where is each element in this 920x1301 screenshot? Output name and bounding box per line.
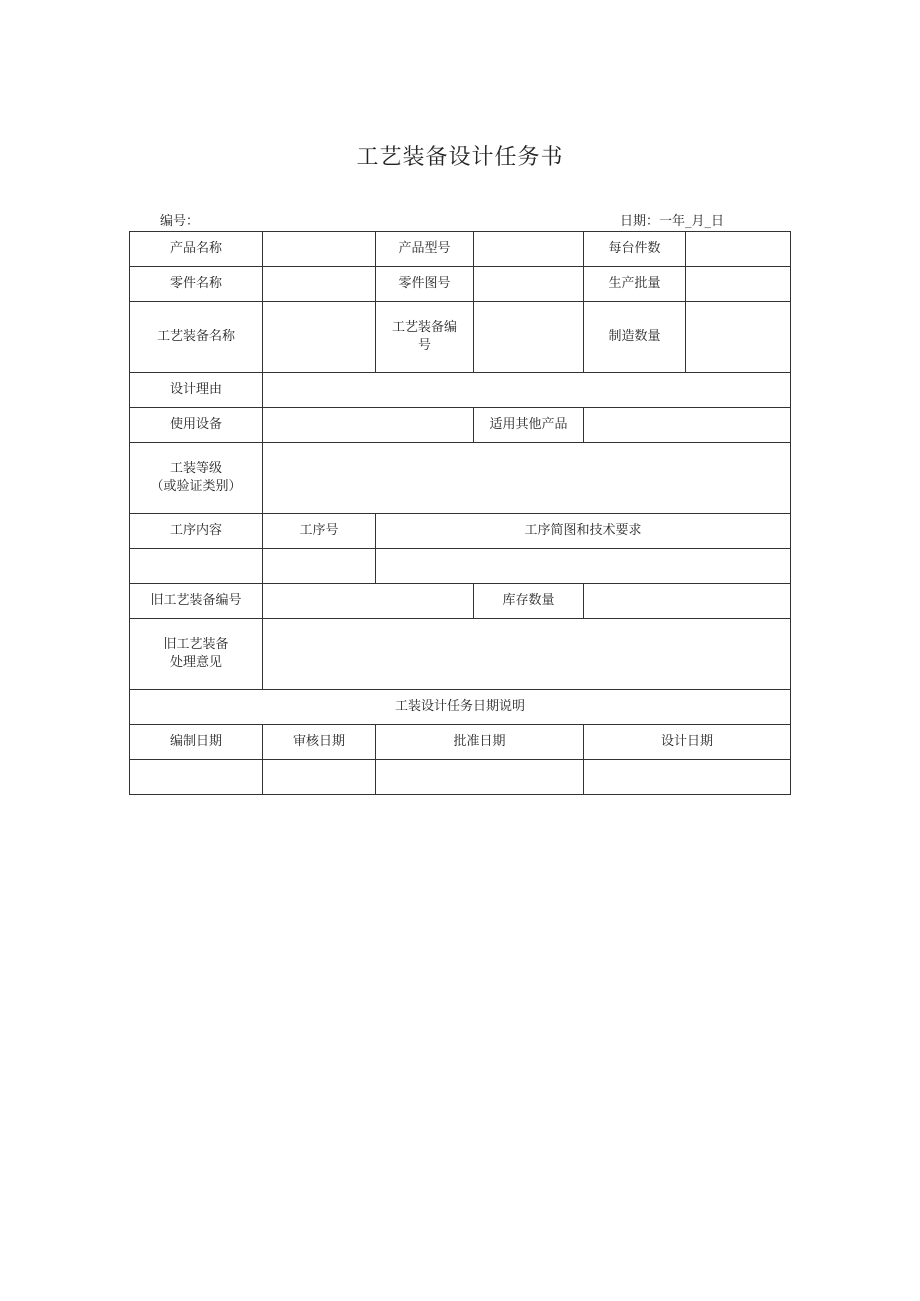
row-process-header [130, 514, 791, 549]
document-title: 工艺装备设计任务书 [356, 145, 564, 170]
product-name-label: 产品名称 [130, 232, 263, 267]
per-unit-count-field[interactable] [686, 232, 791, 267]
manufacture-qty-label: 制造数量 [584, 302, 686, 373]
stock-qty-label: 库存数量 [474, 584, 584, 619]
review-date-label: 审核日期 [263, 725, 376, 760]
old-tooling-opinion-label [130, 619, 263, 690]
tooling-grade-line2: （或验证类别） [150, 479, 242, 494]
old-tooling-no-label: 旧工艺装备编号 [130, 584, 263, 619]
process-sketch-label: 工序简图和技术要求 [376, 514, 791, 549]
date-desc-label: 工装设计任务日期说明 [130, 690, 791, 725]
tooling-grade-line1: 工装等级 [169, 461, 222, 476]
design-date-field[interactable] [584, 760, 791, 795]
compile-date-label: 编制日期 [130, 725, 263, 760]
row-process-values [130, 549, 791, 584]
row-date-headers [130, 725, 791, 760]
other-products-label: 适用其他产品 [474, 408, 584, 443]
product-name-field[interactable] [263, 232, 376, 267]
tooling-name-field[interactable] [263, 302, 376, 373]
process-no-field[interactable] [263, 549, 376, 584]
tooling-no-field[interactable] [474, 302, 584, 373]
stock-qty-field[interactable] [584, 584, 791, 619]
design-reason-label: 设计理由 [130, 373, 263, 408]
old-tooling-opinion-line2: 处理意见 [169, 655, 222, 670]
per-unit-count-label: 每台件数 [584, 232, 686, 267]
old-tooling-no-field[interactable] [263, 584, 474, 619]
review-date-field[interactable] [263, 760, 376, 795]
row-part [130, 267, 791, 302]
row-equipment [130, 408, 791, 443]
part-drawing-no-label: 零件图号 [376, 267, 474, 302]
approve-date-field[interactable] [376, 760, 584, 795]
row-old-tooling-opinion [130, 619, 791, 690]
tooling-grade-label [130, 443, 263, 514]
row-date-desc [130, 690, 791, 725]
design-date-label: 设计日期 [584, 725, 791, 760]
row-design-reason [130, 373, 791, 408]
row-tooling [130, 302, 791, 373]
process-content-field[interactable] [130, 549, 263, 584]
row-date-values [130, 760, 791, 795]
tooling-design-form [129, 231, 791, 795]
tooling-grade-field[interactable] [263, 443, 791, 514]
tooling-no-label-line1: 工艺装备编 [391, 320, 457, 335]
part-name-field[interactable] [263, 267, 376, 302]
tooling-no-label-line2: 号 [417, 338, 431, 353]
number-label: 编号： [160, 214, 200, 229]
design-reason-field[interactable] [263, 373, 791, 408]
process-no-label: 工序号 [263, 514, 376, 549]
process-sketch-field[interactable] [376, 549, 791, 584]
tooling-name-label: 工艺装备名称 [130, 302, 263, 373]
process-content-label: 工序内容 [130, 514, 263, 549]
part-drawing-no-field[interactable] [474, 267, 584, 302]
row-tooling-grade [130, 443, 791, 514]
row-product [130, 232, 791, 267]
old-tooling-opinion-line1: 旧工艺装备 [163, 637, 229, 652]
old-tooling-opinion-field[interactable] [263, 619, 791, 690]
date-label: 日期：一年_月_日 [620, 214, 725, 229]
compile-date-field[interactable] [130, 760, 263, 795]
other-products-field[interactable] [584, 408, 791, 443]
product-model-label: 产品型号 [376, 232, 474, 267]
production-batch-field[interactable] [686, 267, 791, 302]
production-batch-label: 生产批量 [584, 267, 686, 302]
equipment-used-label: 使用设备 [130, 408, 263, 443]
approve-date-label: 批准日期 [376, 725, 584, 760]
tooling-no-label [376, 302, 474, 373]
product-model-field[interactable] [474, 232, 584, 267]
part-name-label: 零件名称 [130, 267, 263, 302]
row-old-tooling [130, 584, 791, 619]
equipment-used-field[interactable] [263, 408, 474, 443]
manufacture-qty-field[interactable] [686, 302, 791, 373]
